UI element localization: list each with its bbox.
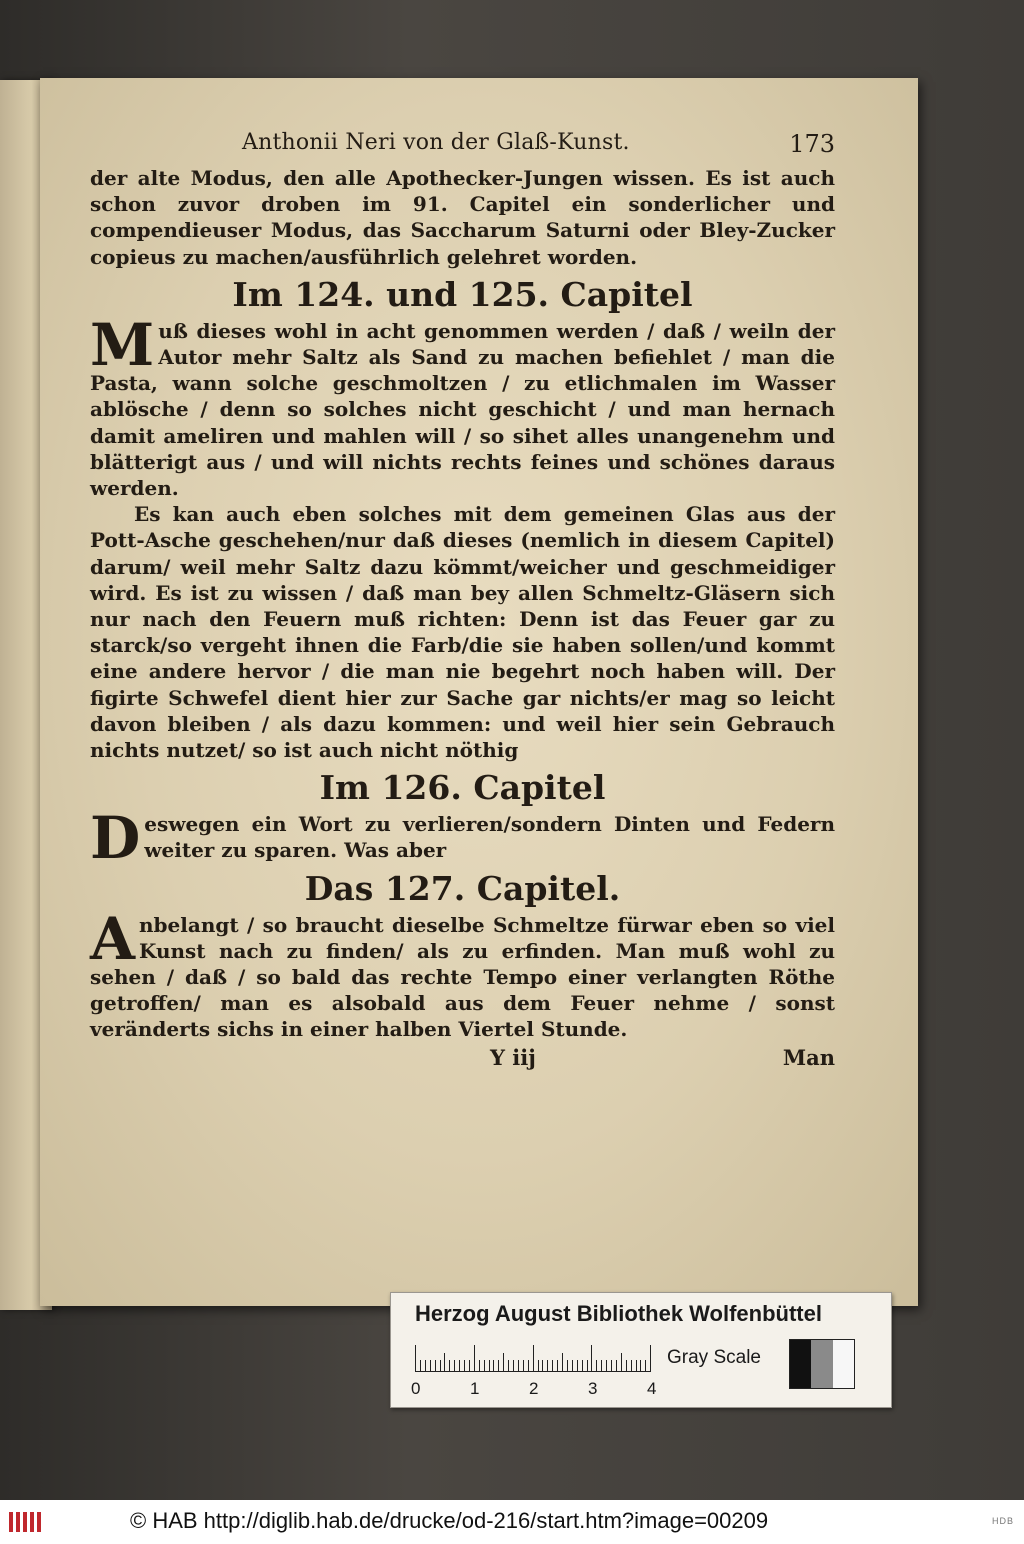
ruler-tick <box>415 1345 416 1371</box>
paragraph: Es kan auch eben solches mit dem gemeinen Glas aus der Pott-Asche geschehen/nur daß dieses (nemlich in diesem Capitel) darum/ weil mehr Saltz dazu kömmt/weicher und geschmeidiger wird. Es ist zu wissen / daß man bey allen Schmeltz-Gläsern sich nur nach den Feuern muß richten: Denn ist das Feuer gar zu starck/so vergeht ihnen die Farb/die sie haben sollen/und kommt eine andere hervor / die man nie begehrt noch haben will. Der figirte Schwefel dient hier zur Sache gar nichts/er mag so leicht davon bleiben / als dazu kommen: und weil hier sein Gebrauch nichts nutzet/ so ist auch nicht nöthig <box>90 502 835 763</box>
ruler-tick <box>518 1360 519 1371</box>
ruler-tick <box>528 1360 529 1371</box>
chapter-heading: Das 127. Capitel. <box>304 868 621 908</box>
ruler-tick <box>591 1345 592 1371</box>
book-page <box>40 78 918 1306</box>
ruler-tick <box>542 1360 543 1371</box>
ruler-tick <box>552 1360 553 1371</box>
gray-scale-label: Gray Scale <box>667 1347 761 1368</box>
signature-mark: Y iij <box>490 1044 536 1070</box>
ruler-tick <box>523 1360 524 1371</box>
ruler-tick <box>562 1353 563 1371</box>
paragraph: der alte Modus, den alle Apothecker-Jungen wissen. Es ist auch schon zuvor droben im 91. Capitel ein sonderlicher und compendieuser Modus, das Saccharum Saturni oder Bley-Zucker copieus zu machen/ausführlich gelehret worden. <box>90 166 835 269</box>
ruler-number: 2 <box>529 1379 539 1398</box>
ruler-tick <box>626 1360 627 1371</box>
ruler-tick <box>474 1345 475 1371</box>
gray-swatch <box>790 1340 811 1388</box>
footer-mark: HDB <box>991 1516 1014 1526</box>
ruler-tick <box>636 1360 637 1371</box>
ruler-tick <box>508 1360 509 1371</box>
ruler <box>415 1343 651 1373</box>
ruler-tick <box>631 1360 632 1371</box>
ruler-tick <box>430 1360 431 1371</box>
paragraph: Muß dieses wohl in acht genommen werden / daß / weiln der Autor mehr Saltz als Sand zu machen befiehlet / man die Pasta, wann solche geschmoltzen / zu etlichmalen im Wasser ablösche / denn so solches nicht geschicht / und man hernach damit ameliren und mahlen will / so sihet alles unangenehm und blätterigt aus / und will nichts rechts feines und schönes daraus werden. <box>90 310 835 501</box>
running-title: Anthonii Neri von der Glaß-Kunst. <box>242 130 630 155</box>
page-number: 173 <box>789 130 835 158</box>
ruler-number: 1 <box>470 1379 480 1398</box>
paragraph: Anbelangt / so braucht dieselbe Schmeltze fürwar eben so viel Kunst nach zu finden/ als zu erfinden. Man muß wohl zu sehen / daß / so bald das rechte Tempo einer verlangten Röthe getroffen/ man es alsobald aus dem Feuer nehme / sonst veränderts sichs in einer halben Viertel Stunde. <box>90 904 835 1042</box>
footer-bar <box>0 1500 1024 1544</box>
ruler-number: 0 <box>411 1379 421 1398</box>
ruler-tick <box>596 1360 597 1371</box>
ruler-tick <box>440 1360 441 1371</box>
gray-swatch <box>833 1340 854 1388</box>
gray-swatches <box>789 1339 855 1389</box>
ruler-tick <box>611 1360 612 1371</box>
ruler-tick <box>469 1360 470 1371</box>
ruler-tick <box>582 1360 583 1371</box>
library-name: Herzog August Bibliothek Wolfenbüttel <box>415 1301 822 1326</box>
chapter-heading: Im 124. und 125. Capitel <box>232 274 693 314</box>
running-head <box>90 130 835 165</box>
catchword: Man <box>782 1044 835 1070</box>
ruler-tick <box>645 1360 646 1371</box>
ruler-tick <box>616 1360 617 1371</box>
hab-logo-icon <box>8 1510 42 1534</box>
ruler-tick <box>449 1360 450 1371</box>
ruler-tick <box>572 1360 573 1371</box>
ruler-tick <box>425 1360 426 1371</box>
ruler-number: 3 <box>588 1379 598 1398</box>
page-foot <box>90 1045 835 1075</box>
ruler-baseline <box>415 1371 651 1372</box>
ruler-number: 4 <box>647 1379 657 1398</box>
ruler-tick <box>503 1353 504 1371</box>
ruler-tick <box>454 1360 455 1371</box>
ruler-tick <box>435 1360 436 1371</box>
ruler-tick <box>479 1360 480 1371</box>
ruler-tick <box>420 1360 421 1371</box>
ruler-tick <box>533 1345 534 1371</box>
paragraph: Deswegen ein Wort zu verlieren/sondern Dinten und Federn weiter zu sparen. Was aber <box>90 804 835 873</box>
ruler-tick <box>650 1345 651 1371</box>
ruler-tick <box>606 1360 607 1371</box>
ruler-tick <box>587 1360 588 1371</box>
page-content <box>90 130 835 1075</box>
ruler-tick <box>557 1360 558 1371</box>
ruler-tick <box>484 1360 485 1371</box>
ruler-tick <box>547 1360 548 1371</box>
chapter-heading: Im 126. Capitel <box>319 768 606 808</box>
ruler-tick <box>464 1360 465 1371</box>
ruler-tick <box>538 1360 539 1371</box>
copyright-url: © HAB http://diglib.hab.de/drucke/od-216/start.htm?image=00209 <box>130 1508 769 1533</box>
ruler-tick <box>498 1360 499 1371</box>
ruler-tick <box>577 1360 578 1371</box>
ruler-tick <box>459 1360 460 1371</box>
ruler-tick <box>640 1360 641 1371</box>
ruler-tick <box>601 1360 602 1371</box>
ruler-tick <box>567 1360 568 1371</box>
ruler-tick <box>444 1353 445 1371</box>
ruler-tick <box>493 1360 494 1371</box>
ruler-tick <box>621 1353 622 1371</box>
gray-swatch <box>811 1340 832 1388</box>
ruler-tick <box>489 1360 490 1371</box>
color-target <box>390 1292 892 1408</box>
ruler-tick <box>513 1360 514 1371</box>
page-body <box>90 165 835 1043</box>
